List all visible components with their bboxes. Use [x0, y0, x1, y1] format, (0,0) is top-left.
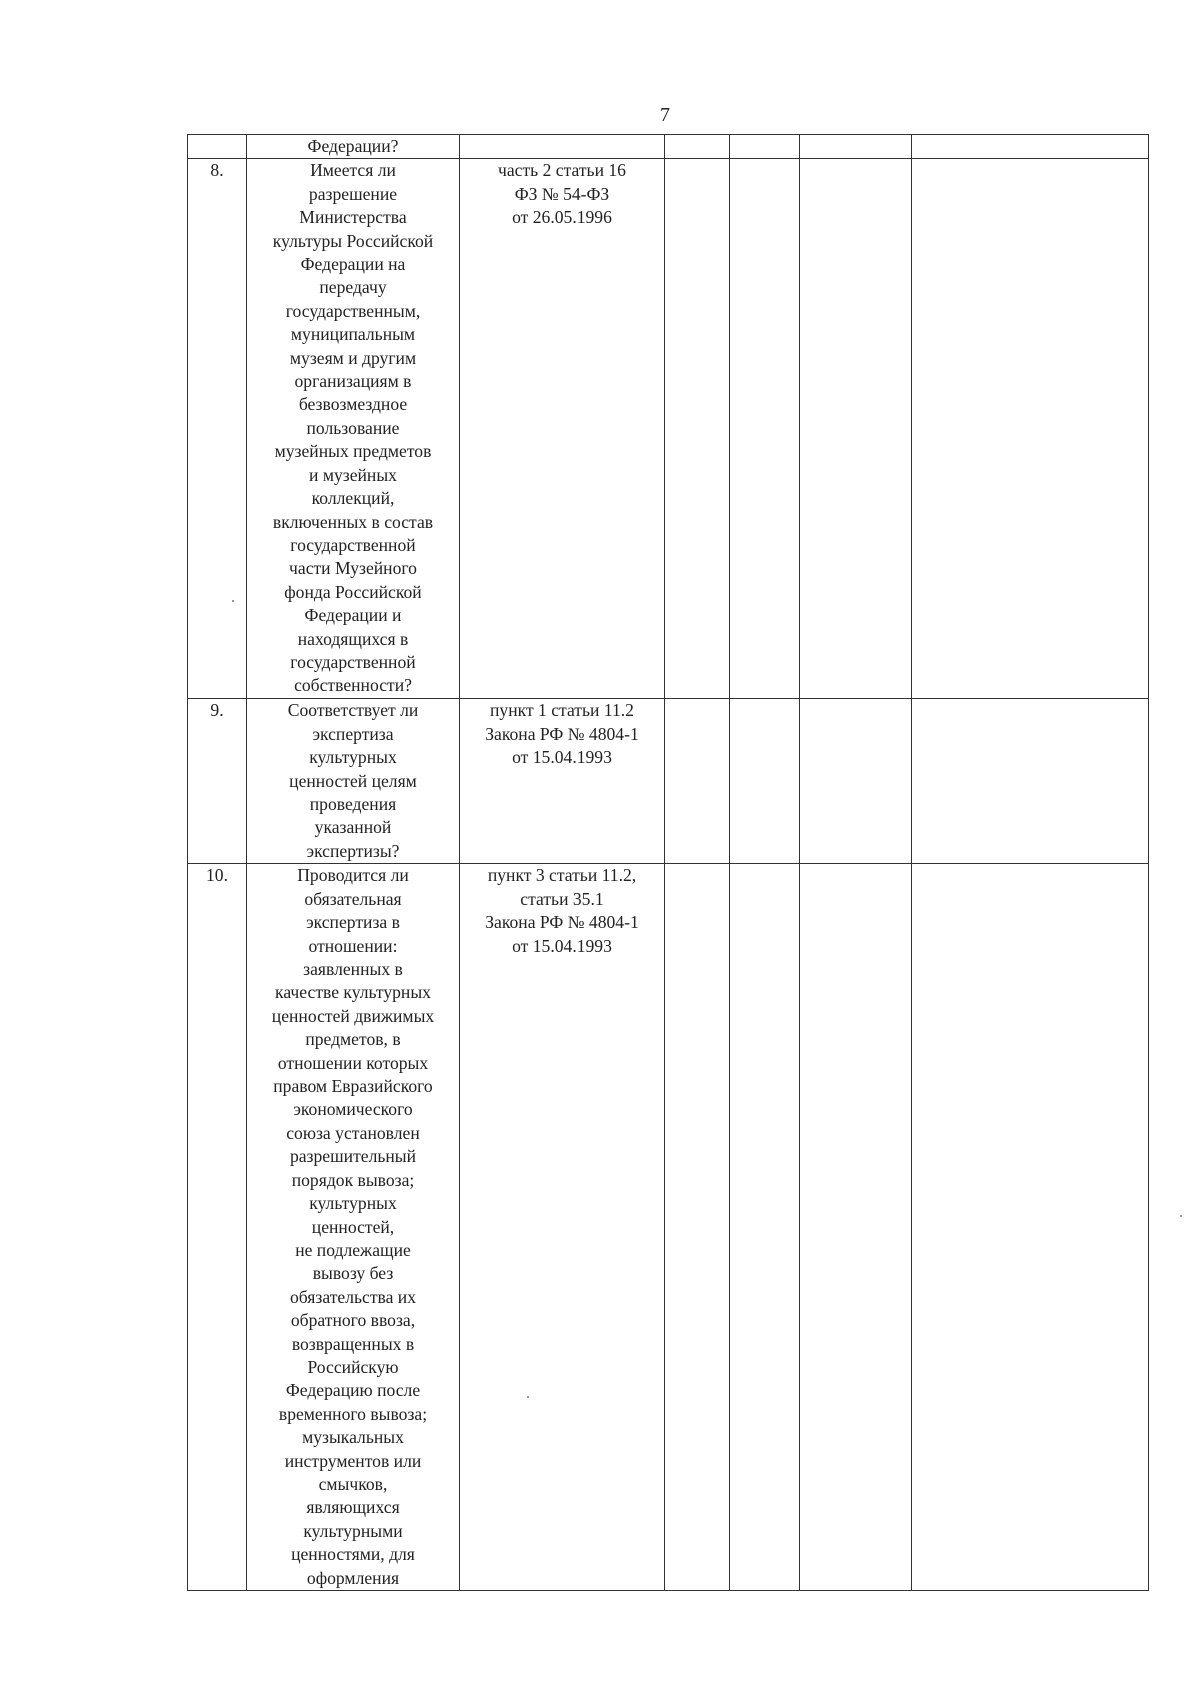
- question-line: обратного ввоза,: [290, 1310, 416, 1331]
- empty-cell: [665, 699, 730, 864]
- page-number: 7: [660, 104, 670, 126]
- question-line: ценностями, для: [291, 1544, 415, 1565]
- empty-cell: [730, 699, 800, 864]
- question-line: государственной: [290, 651, 416, 672]
- question-cell: [247, 159, 460, 699]
- question-line: порядок вывоза;: [291, 1169, 415, 1190]
- question-line: экспертиза в: [306, 912, 400, 933]
- question-line: проведения: [309, 794, 397, 815]
- reference-line: часть 2 статьи 16: [498, 160, 626, 181]
- question-line: музейных предметов: [274, 441, 432, 462]
- question-line: Российскую: [307, 1356, 399, 1377]
- question-line: ценностей движимых: [271, 1005, 435, 1026]
- scan-speck: [1180, 1215, 1182, 1217]
- question-line: части Музейного: [289, 558, 417, 579]
- question-line: культуры Российской: [272, 230, 434, 251]
- table-row: [188, 699, 1149, 864]
- question-line: предметов, в: [305, 1029, 401, 1050]
- question-line: разрешительный: [289, 1146, 417, 1167]
- empty-cell: [912, 864, 1149, 1591]
- question-line: музыкальных: [302, 1427, 404, 1448]
- question-line: Федерации?: [307, 136, 399, 156]
- reference-line: от 15.04.1993: [512, 935, 612, 956]
- reference-line: Закона РФ № 4804-1: [485, 912, 639, 933]
- reference-line: статьи 35.1: [520, 888, 604, 909]
- table-row: [188, 159, 1149, 699]
- question-line: обязательства их: [290, 1286, 416, 1307]
- question-line: Соответствует ли: [287, 700, 419, 721]
- table-row-continuation: [188, 135, 1149, 159]
- scan-speck: [232, 600, 234, 602]
- reference-line: ФЗ № 54-ФЗ: [514, 183, 610, 204]
- empty-cell: [730, 159, 800, 699]
- question-line: организациям в: [294, 371, 412, 392]
- reference-cell: [460, 135, 665, 159]
- reference-cell: [460, 699, 665, 864]
- question-line: фонда Российской: [284, 581, 422, 602]
- row-number: 8.: [188, 159, 247, 699]
- question-line: находящихся в: [297, 628, 409, 649]
- question-line: экономического: [293, 1099, 413, 1120]
- question-line: государственной: [290, 534, 416, 555]
- empty-cell: [665, 864, 730, 1591]
- question-line: включенных в состав: [272, 511, 434, 532]
- reference-line: пункт 1 статьи 11.2: [490, 700, 634, 721]
- question-line: культурных: [309, 1193, 397, 1214]
- question-line: инструментов или: [284, 1450, 422, 1471]
- reference-line: от 26.05.1996: [512, 207, 612, 228]
- question-line: возвращенных в: [291, 1333, 415, 1354]
- question-line: являющихся: [306, 1497, 400, 1518]
- empty-cell: [730, 135, 800, 159]
- question-line: передачу: [319, 277, 387, 298]
- question-line: Министерства: [299, 207, 407, 228]
- row-number: 9.: [188, 699, 247, 864]
- question-line: ценностей,: [311, 1216, 395, 1237]
- num-cell: [188, 135, 247, 159]
- question-line: временного вывоза;: [278, 1403, 428, 1424]
- empty-cell: [800, 159, 912, 699]
- question-line: указанной: [314, 817, 392, 838]
- empty-cell: [912, 699, 1149, 864]
- question-cell: [247, 699, 460, 864]
- checklist-table: [187, 134, 1149, 1591]
- question-cell: [247, 135, 460, 159]
- empty-cell: [800, 135, 912, 159]
- question-line: смычков,: [318, 1473, 388, 1494]
- empty-cell: [800, 699, 912, 864]
- question-line: вывозу без: [312, 1263, 394, 1284]
- question-line: Федерации на: [300, 254, 406, 275]
- empty-cell: [665, 135, 730, 159]
- question-line: разрешение: [308, 183, 398, 204]
- question-line: Федерацию после: [285, 1380, 421, 1401]
- question-line: Проводится ли: [297, 865, 409, 886]
- question-line: коллекций,: [311, 488, 395, 509]
- question-line: отношении:: [308, 935, 398, 956]
- question-line: муниципальным: [290, 324, 416, 345]
- question-line: обязательная: [304, 888, 402, 909]
- question-line: ценностей целям: [289, 770, 417, 791]
- question-line: музеям и другим: [289, 347, 417, 368]
- empty-cell: [912, 135, 1149, 159]
- question-line: отношении которых: [277, 1052, 429, 1073]
- row-number: 10.: [188, 864, 247, 1591]
- question-line: союза установлен: [286, 1122, 420, 1143]
- question-line: заявленных в: [303, 959, 403, 980]
- empty-cell: [800, 864, 912, 1591]
- question-line: государственным,: [285, 300, 421, 321]
- empty-cell: [730, 864, 800, 1591]
- question-line: культурными: [303, 1520, 403, 1541]
- reference-line: от 15.04.1993: [512, 747, 612, 768]
- question-line: качестве культурных: [275, 982, 431, 1003]
- question-line: Имеется ли: [310, 160, 396, 181]
- question-cell: [247, 864, 460, 1591]
- table-row: [188, 864, 1149, 1591]
- reference-line: пункт 3 статьи 11.2,: [487, 865, 637, 886]
- empty-cell: [665, 159, 730, 699]
- question-line: правом Евразийского: [273, 1076, 433, 1097]
- question-line: экспертиза: [312, 723, 394, 744]
- question-line: безвозмездное: [298, 394, 408, 415]
- question-line: экспертизы?: [306, 840, 400, 861]
- reference-line: Закона РФ № 4804-1: [485, 723, 639, 744]
- empty-cell: [912, 159, 1149, 699]
- scan-speck: [527, 1396, 529, 1398]
- question-line: Федерации и: [304, 605, 402, 626]
- question-line: пользование: [306, 417, 400, 438]
- reference-cell: [460, 864, 665, 1591]
- question-line: и музейных: [309, 464, 397, 485]
- question-line: не подлежащие: [295, 1239, 411, 1260]
- question-line: оформления: [306, 1567, 400, 1588]
- question-line: культурных: [309, 747, 397, 768]
- reference-cell: [460, 159, 665, 699]
- question-line: собственности?: [294, 675, 412, 696]
